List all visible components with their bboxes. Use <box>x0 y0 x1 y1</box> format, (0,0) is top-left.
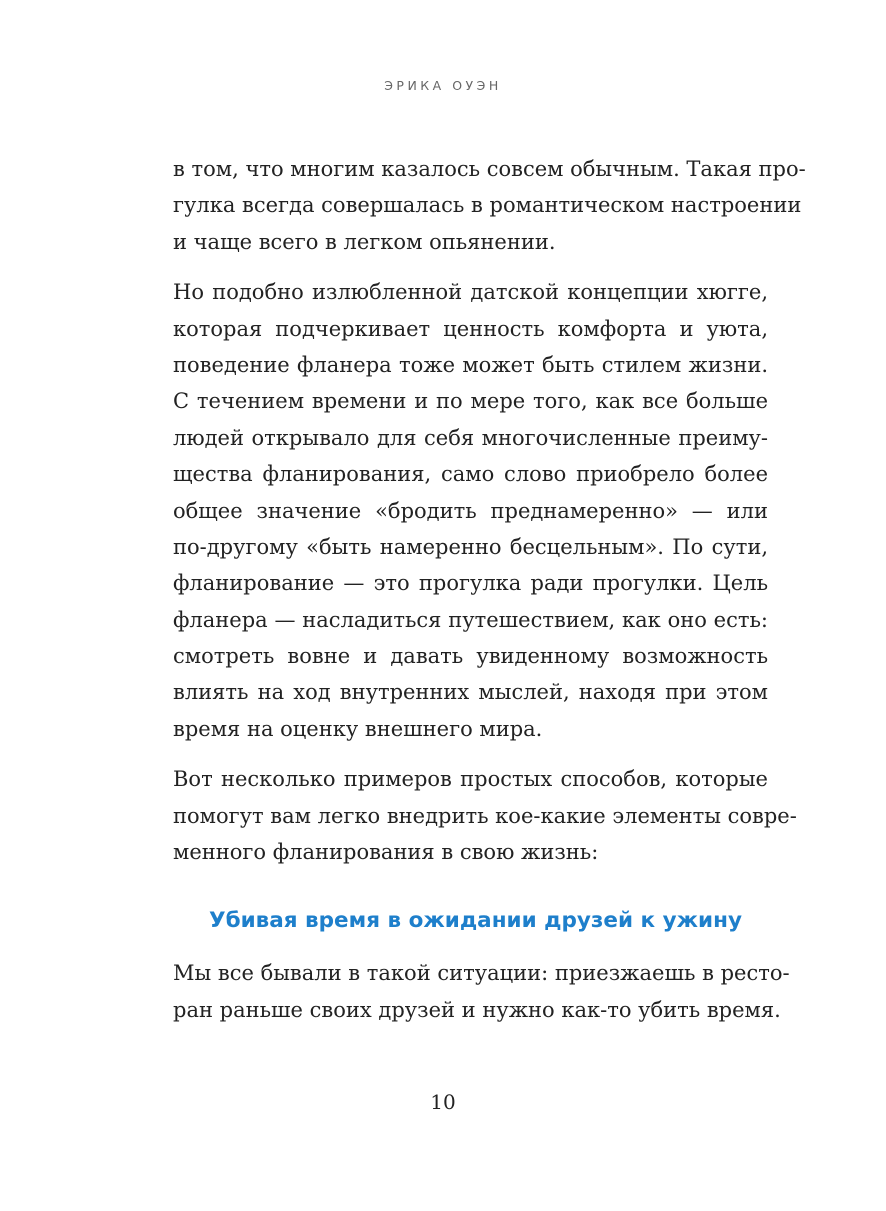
page-number: 10 <box>430 1090 456 1114</box>
text-line: щества фланирования, само слово приобрело более <box>173 462 768 487</box>
paragraph-3 <box>173 761 797 870</box>
text-line: Мы все бывали в такой ситуации: приезжаешь в ресто- <box>173 961 790 986</box>
paragraph-2 <box>173 274 768 747</box>
paragraph-4 <box>173 955 790 1028</box>
paragraph-1 <box>173 151 806 260</box>
text-line: фланера — насладиться путешествием, как оно есть: <box>173 607 768 632</box>
running-head-author: ЭРИКА ОУЭН <box>384 78 502 93</box>
body-text <box>173 151 806 1042</box>
text-line: С течением времени и по мере того, как все больше <box>173 389 768 414</box>
text-line: ран раньше своих друзей и нужно как-то убить время. <box>173 997 781 1022</box>
text-line: людей открывало для себя многочисленные преиму- <box>173 425 768 450</box>
section-subheading: Убивая время в ожидании друзей к ужину <box>209 908 742 934</box>
text-line: общее значение «бродить преднамеренно» — или <box>173 498 768 523</box>
text-line: в том, что многим казалось совсем обычным. Такая про- <box>173 157 806 181</box>
text-line: время на оценку внешнего мира. <box>173 716 543 741</box>
text-line: и чаще всего в легком опьянении. <box>173 229 556 254</box>
text-line: фланирование — это прогулка ради прогулки. Цель <box>173 571 768 596</box>
text-line: менного фланирования в свою жизнь: <box>173 840 599 865</box>
text-line: поведение фланера тоже может быть стилем жизни. <box>173 352 768 377</box>
text-line: гулка всегда совершалась в романтическом настроении <box>173 193 802 218</box>
text-line: влиять на ход внутренних мыслей, находя при этом <box>173 680 768 705</box>
text-line: которая подчеркивает ценность комфорта и уюта, <box>173 316 768 341</box>
text-line: смотреть вовне и давать увиденному возможность <box>173 644 768 669</box>
text-line: помогут вам легко внедрить кое-какие элементы совре- <box>173 803 797 828</box>
text-line: по-другому «быть намеренно бесцельным». По сути, <box>173 534 768 559</box>
text-line: Но подобно излюбленной датской концепции хюгге, <box>173 280 768 305</box>
text-line: Вот несколько примеров простых способов, которые <box>173 767 768 792</box>
